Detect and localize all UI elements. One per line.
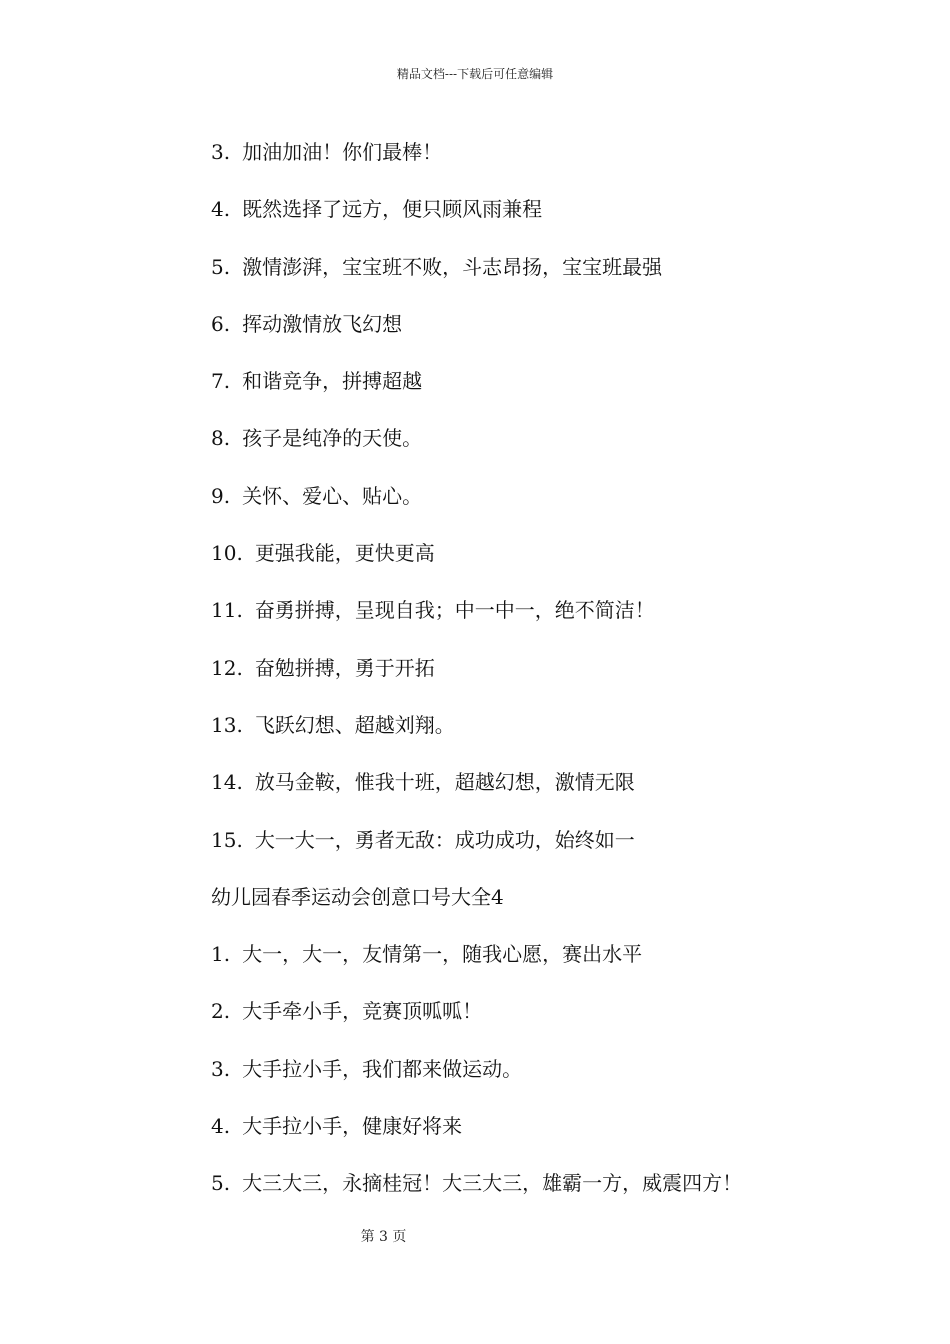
item-text: 奋勉拼搏，勇于开拓: [254, 655, 435, 680]
list-item: [211, 362, 861, 419]
item-text: 奋勇拼搏，呈现自我；中一中一，绝不简洁！: [254, 598, 655, 623]
list-item: [211, 1164, 861, 1221]
page-number: 第 3 页: [360, 1229, 407, 1245]
item-text: 更强我能，更快更高: [254, 541, 435, 566]
item-number: 4.: [211, 1114, 231, 1139]
item-number: 4.: [211, 197, 231, 222]
list-item: [211, 935, 861, 992]
section-title: 幼儿园春季运动会创意口号大全4: [211, 884, 504, 909]
list-item: [211, 248, 861, 305]
item-number: 5.: [211, 254, 231, 279]
list-item: [211, 534, 861, 591]
list-item: [211, 591, 861, 648]
item-number: 5.: [211, 1171, 231, 1196]
item-number: 1.: [211, 942, 231, 967]
item-text: 既然选择了远方，便只顾风雨兼程: [242, 197, 543, 222]
item-number: 11.: [211, 598, 243, 623]
item-text: 大手牵小手，竞赛顶呱呱！: [242, 999, 483, 1024]
item-text: 挥动激情放飞幻想: [242, 311, 403, 336]
item-text: 大一大一，勇者无敌：成功成功，始终如一: [254, 827, 635, 852]
item-text: 激情澎湃，宝宝班不败，斗志昂扬，宝宝班最强: [242, 254, 663, 279]
item-text: 大手拉小手，我们都来做运动。: [242, 1056, 523, 1081]
item-number: 15.: [211, 827, 243, 852]
item-number: 2.: [211, 999, 231, 1024]
list-item: [211, 821, 861, 878]
item-text: 和谐竞争，拼搏超越: [242, 369, 423, 394]
item-number: 3.: [211, 140, 231, 164]
item-number: 9.: [211, 483, 231, 508]
item-number: 6.: [211, 311, 231, 336]
list-item: [211, 992, 861, 1049]
list-item: [211, 419, 861, 476]
slogan-list: [211, 133, 861, 1222]
list-item: [211, 706, 861, 763]
item-number: 8.: [211, 426, 231, 451]
item-text: 加油加油！你们最棒！: [242, 140, 443, 164]
item-text: 孩子是纯净的天使。: [242, 426, 423, 451]
list-item: [211, 133, 861, 190]
item-text: 放马金鞍，惟我十班，超越幻想，激情无限: [254, 770, 635, 795]
item-text: 大三大三，永摘桂冠！大三大三，雄霸一方，威震四方！: [242, 1171, 743, 1196]
list-item: [211, 190, 861, 247]
list-item: [211, 477, 861, 534]
list-item: [211, 763, 861, 820]
item-number: 7.: [211, 369, 231, 394]
list-item: [211, 1050, 861, 1107]
item-number: 14.: [211, 770, 243, 795]
item-number: 13.: [211, 712, 243, 737]
page-header: 精品文档---下载后可任意编辑: [396, 67, 554, 81]
item-text: 关怀、爱心、贴心。: [242, 483, 423, 508]
list-item: [211, 1107, 861, 1164]
item-text: 大手拉小手，健康好将来: [242, 1114, 463, 1139]
item-number: 10.: [211, 541, 243, 566]
list-item: [211, 305, 861, 362]
item-text: 飞跃幻想、超越刘翔。: [254, 712, 455, 737]
item-text: 大一，大一，友情第一，随我心愿，赛出水平: [242, 942, 643, 967]
item-number: 3.: [211, 1056, 231, 1081]
list-item: [211, 649, 861, 706]
item-number: 12.: [211, 655, 243, 680]
